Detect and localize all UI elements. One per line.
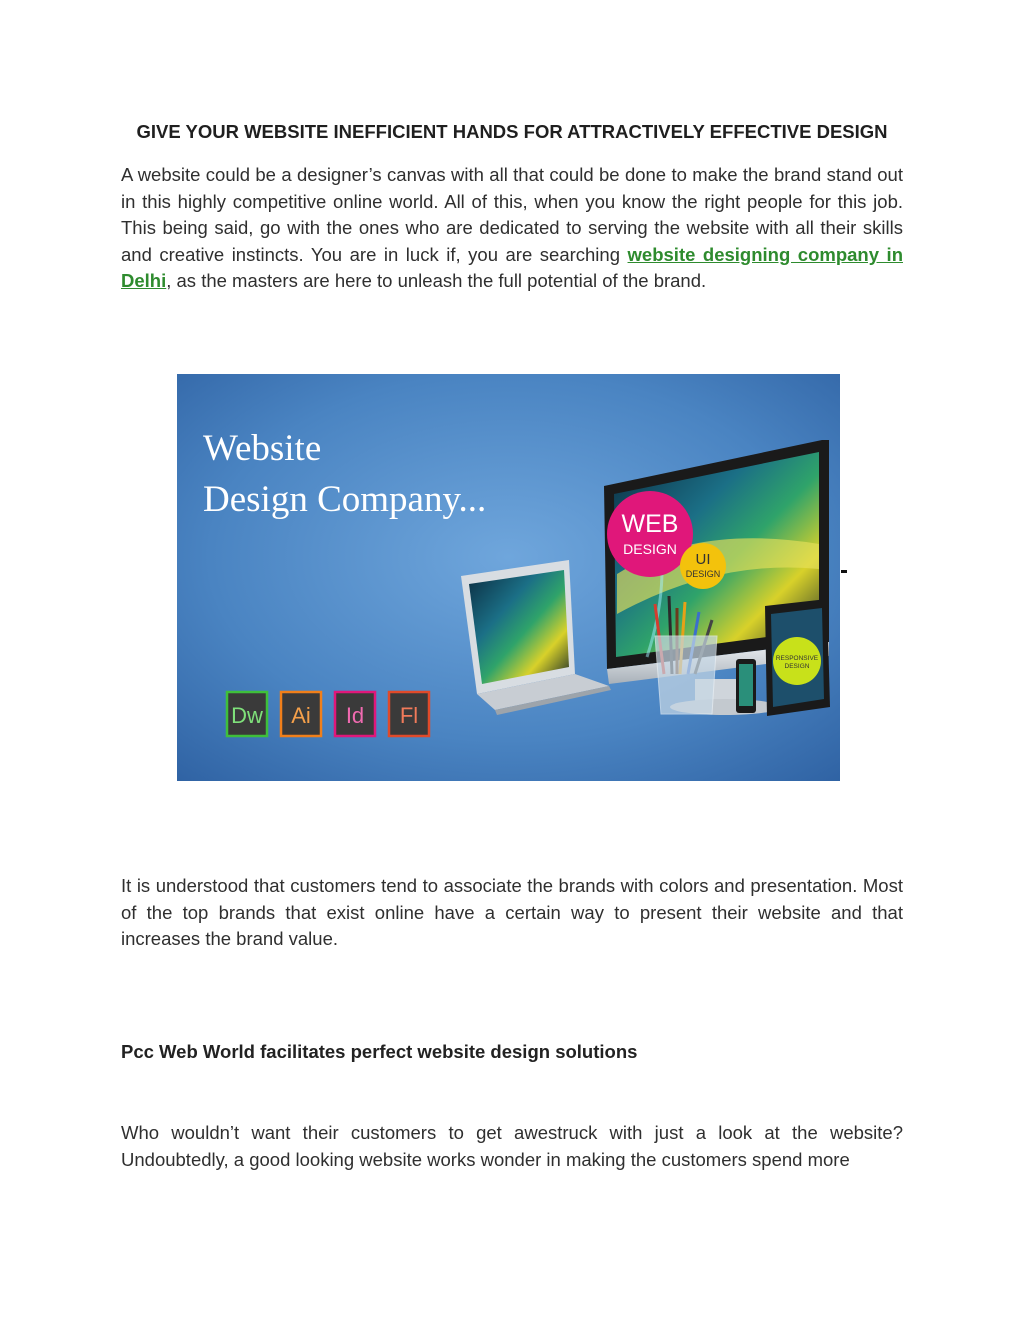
banner-title-line2: Design Company... bbox=[203, 479, 487, 520]
dreamweaver-icon-label: Dw bbox=[231, 703, 263, 728]
bubble-ui-text: UI bbox=[695, 551, 711, 568]
bubble-responsive-text: RESPONSIVE bbox=[775, 655, 819, 662]
stray-mark bbox=[841, 570, 847, 573]
indesign-icon-label: Id bbox=[345, 703, 365, 728]
section-subheading: Pcc Web World facilitates perfect website design solutions bbox=[121, 1041, 638, 1062]
bubble-web-text: WEB bbox=[621, 510, 679, 538]
intro-text-before-link: A website could be a designer’s canvas with all that could be done to make the brand stand out in this highly competitive online world. All of this, when you know the right people for this job. This being said, go with the ones who are dedicated to serving the website with all their skills and creative instincts. You are in luck if, you are searching bbox=[121, 164, 903, 265]
website-designing-company-link[interactable]: website designing company in Delhi bbox=[121, 243, 903, 292]
website-design-company-banner bbox=[177, 374, 840, 781]
bubble-responsive-design-text: DESIGN bbox=[784, 663, 810, 670]
phone-illustration bbox=[736, 659, 756, 713]
page-heading: GIVE YOUR WEBSITE INEFFICIENT HANDS FOR ATTRACTIVELY EFFECTIVE DESIGN bbox=[136, 121, 888, 142]
banner-title-line1: Website bbox=[203, 428, 322, 469]
intro-paragraph bbox=[121, 162, 903, 295]
brand-colors-paragraph: It is understood that customers tend to associate the brands with colors and presentation. Most of the top brands that exist online have a certain way to present their website and that increases the brand value. bbox=[121, 875, 903, 950]
intro-text-after-link: , as the masters are here to unleash the full potential of the brand. bbox=[166, 270, 707, 292]
bubble-design-text: DESIGN bbox=[623, 541, 677, 557]
tablet-illustration bbox=[765, 599, 830, 716]
flash-icon-label: Fl bbox=[399, 703, 419, 728]
illustrator-icon-label: Ai bbox=[291, 703, 311, 728]
awestruck-paragraph: Who wouldn’t want their customers to get awestruck with just a look at the website? Undoubtedly, a good looking website works wonder in making the customers spend more bbox=[121, 1122, 903, 1170]
bubble-ui-design-text: DESIGN bbox=[685, 569, 721, 579]
